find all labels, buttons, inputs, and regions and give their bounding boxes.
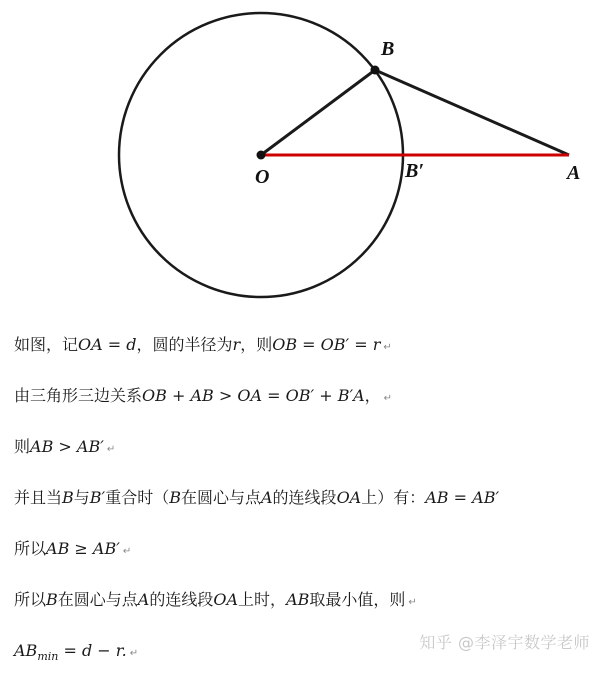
text: 上时，	[238, 590, 287, 609]
math: B	[62, 488, 74, 507]
proof-line-2	[14, 381, 594, 432]
text: 的连线段	[272, 488, 337, 507]
text: 则	[14, 437, 31, 456]
text: 与	[73, 488, 90, 507]
proof-line-3	[14, 432, 594, 483]
math: r	[232, 335, 241, 354]
math-subscript: min	[37, 650, 59, 664]
text: 所以	[14, 539, 47, 558]
label-B: B	[381, 38, 395, 60]
paragraph-mark-icon: ↵	[106, 444, 116, 455]
math: OB + AB > OA = OB′ + B′A	[142, 386, 365, 405]
proof-line-4	[14, 483, 594, 534]
text: 由三角形三边关系	[14, 386, 143, 405]
text: 取最小值，则	[309, 590, 406, 609]
watermark: 知乎 @李泽宇数学老师	[419, 633, 590, 652]
text: ，则	[240, 335, 273, 354]
paragraph-mark-icon: ↵	[383, 393, 393, 404]
point-O	[257, 151, 266, 160]
math: AB > AB′	[30, 437, 104, 456]
text: 在圆心与点	[57, 590, 138, 609]
text: 并且当	[14, 488, 63, 507]
math: OA	[336, 488, 362, 507]
proof-line-1	[14, 330, 594, 381]
segment-OB	[261, 70, 375, 155]
math: A	[260, 488, 273, 507]
text: 在圆心与点	[180, 488, 261, 507]
math: AB ≥ AB′	[46, 539, 120, 558]
paragraph-mark-icon: ↵	[129, 648, 139, 659]
text: 如图，记	[14, 335, 79, 354]
label-A: A	[567, 162, 581, 184]
text: 重合时（	[105, 488, 170, 507]
math: B	[46, 590, 58, 609]
math: AB = AB′	[425, 488, 500, 507]
math: OB = OB′ = r	[272, 335, 381, 354]
text: 的连线段	[149, 590, 214, 609]
proof-line-5	[14, 534, 594, 585]
text: ，	[364, 386, 381, 405]
math: OA = d	[78, 335, 137, 354]
paragraph-mark-icon: ↵	[122, 546, 132, 557]
geometry-figure	[0, 0, 600, 310]
point-B	[371, 66, 380, 75]
proof-line-6	[14, 585, 594, 636]
math: OA	[213, 590, 239, 609]
math	[14, 641, 59, 664]
text: ，圆的半径为	[136, 335, 233, 354]
label-B-prime: B′	[405, 160, 424, 182]
segment-BA	[375, 70, 569, 155]
math: AB	[286, 590, 310, 609]
math: A	[137, 590, 150, 609]
label-O: O	[255, 166, 270, 188]
paragraph-mark-icon: ↵	[383, 342, 392, 353]
math-base: AB	[14, 641, 38, 660]
text: 所以	[14, 590, 47, 609]
math: = d − r.	[58, 641, 127, 660]
text: 上）有：	[361, 488, 426, 507]
math: B	[169, 488, 181, 507]
paragraph-mark-icon: ↵	[408, 597, 417, 608]
math: B′	[89, 488, 106, 507]
